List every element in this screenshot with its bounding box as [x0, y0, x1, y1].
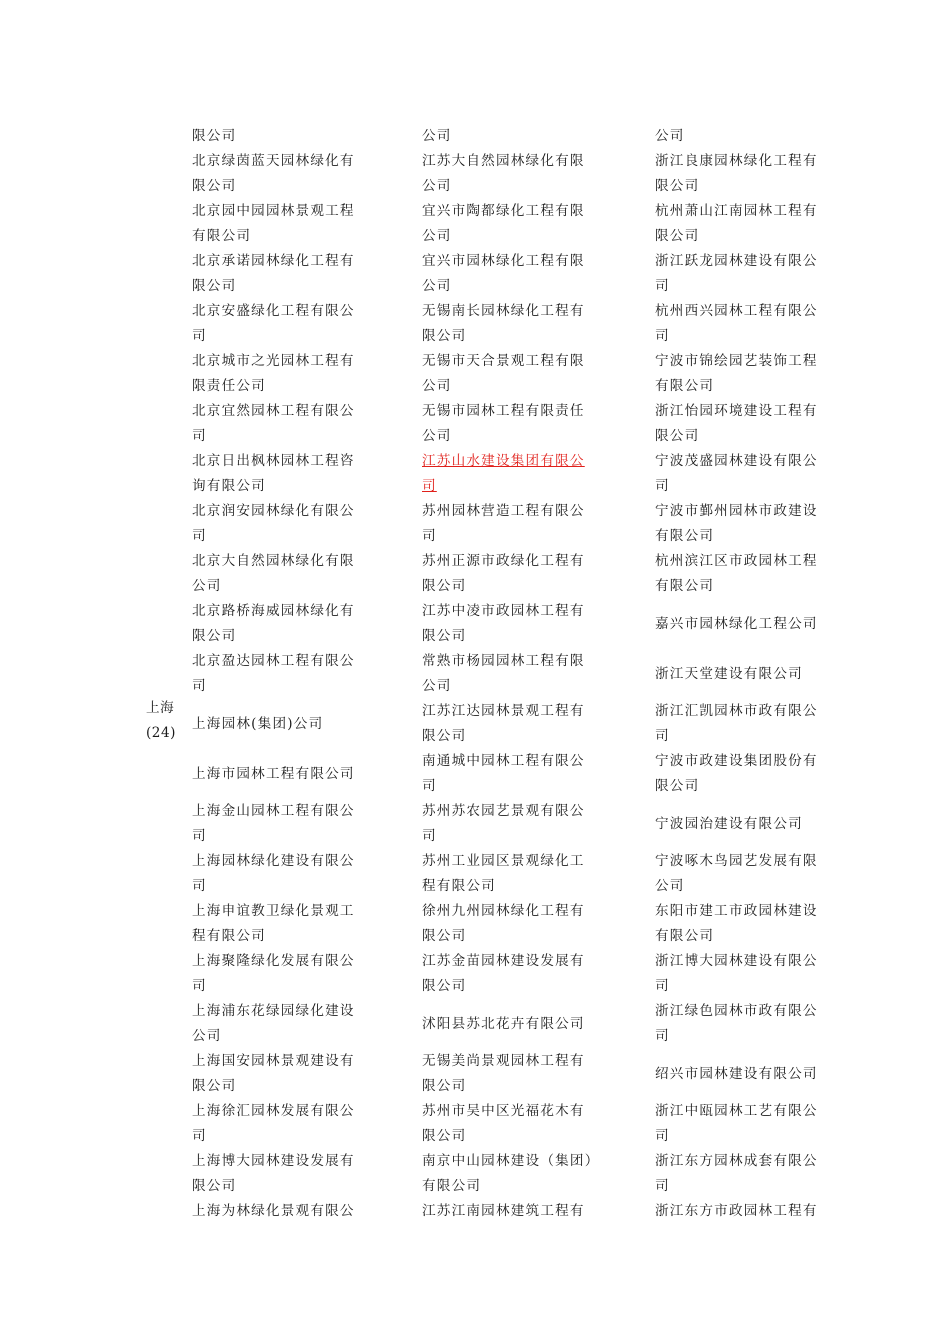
company-cell: 江苏江达园林景观工程有 限公司 [422, 703, 585, 744]
company-cell: 北京日出枫林园林工程咨 询有限公司 [192, 453, 355, 494]
company-cell: 上海园林绿化建设有限公 司 [192, 853, 355, 894]
company-link[interactable]: 江苏山水建设集团有限公 司 [422, 453, 585, 494]
company-cell: 北京润安园林绿化有限公 司 [192, 503, 355, 544]
company-cell: 北京盈达园林工程有限公 司 [192, 653, 355, 694]
company-cell: 无锡市园林工程有限责任 公司 [422, 403, 585, 444]
company-cell: 浙江东方园林成套有限公 司 [655, 1153, 818, 1194]
company-cell: 上海金山园林工程有限公 司 [192, 803, 355, 844]
company-cell: 上海聚隆绿化发展有限公 司 [192, 953, 355, 994]
company-cell: 北京城市之光园林工程有 限责任公司 [192, 353, 355, 394]
company-cell: 上海国安园林景观建设有 限公司 [192, 1053, 355, 1094]
company-cell: 东阳市建工市政园林建设 有限公司 [655, 903, 818, 944]
company-cell: 杭州萧山江南园林工程有 限公司 [655, 203, 818, 244]
company-cell: 上海市园林工程有限公司 [192, 765, 355, 782]
company-column-3 [655, 124, 825, 1224]
company-cell: 上海园林(集团)公司 [192, 715, 324, 732]
company-cell: 无锡南长园林绿化工程有 限公司 [422, 303, 585, 344]
company-cell: 苏州苏农园艺景观有限公 司 [422, 803, 585, 844]
company-cell: 浙江天堂建设有限公司 [655, 665, 803, 682]
company-cell: 浙江东方市政园林工程有 [655, 1203, 818, 1219]
company-cell: 无锡市天合景观工程有限 公司 [422, 353, 585, 394]
company-cell: 江苏江南园林建筑工程有 [422, 1203, 585, 1219]
company-cell: 苏州正源市政绿化工程有 限公司 [422, 553, 585, 594]
company-cell: 沭阳县苏北花卉有限公司 [422, 1015, 585, 1032]
company-cell: 公司 [655, 128, 685, 144]
company-cell: 宁波啄木鸟园艺发展有限 公司 [655, 853, 818, 894]
company-cell: 苏州园林营造工程有限公 司 [422, 503, 585, 544]
company-cell: 上海博大园林建设发展有 限公司 [192, 1153, 355, 1194]
company-cell: 杭州滨江区市政园林工程 有限公司 [655, 553, 818, 594]
company-cell: 浙江怡园环境建设工程有 限公司 [655, 403, 818, 444]
company-cell: 南通城中园林工程有限公 司 [422, 753, 585, 794]
company-cell: 杭州西兴园林工程有限公 司 [655, 303, 818, 344]
company-cell: 限公司 [192, 128, 237, 144]
company-cell: 绍兴市园林建设有限公司 [655, 1065, 818, 1082]
company-cell: 南京中山园林建设（集团） 有限公司 [422, 1153, 600, 1194]
company-cell: 苏州工业园区景观绿化工 程有限公司 [422, 853, 585, 894]
company-column-1 [192, 124, 372, 1224]
company-cell: 宜兴市园林绿化工程有限 公司 [422, 253, 585, 294]
company-cell: 北京园中园园林景观工程 有限公司 [192, 203, 355, 244]
company-cell: 浙江绿色园林市政有限公 司 [655, 1003, 818, 1044]
company-cell: 北京承诺园林绿化工程有 限公司 [192, 253, 355, 294]
company-cell: 公司 [422, 128, 452, 144]
company-cell: 北京大自然园林绿化有限 公司 [192, 553, 355, 594]
company-cell: 浙江跃龙园林建设有限公 司 [655, 253, 818, 294]
region-label: 上海 (24) [146, 700, 176, 741]
company-cell: 江苏大自然园林绿化有限 公司 [422, 153, 585, 194]
company-cell: 上海为林绿化景观有限公 [192, 1203, 355, 1219]
company-cell: 宁波市政建设集团股份有 限公司 [655, 753, 818, 794]
company-cell: 宁波市鄞州园林市政建设 有限公司 [655, 503, 818, 544]
company-cell: 浙江中瓯园林工艺有限公 司 [655, 1103, 818, 1144]
company-cell: 北京宜然园林工程有限公 司 [192, 403, 355, 444]
company-cell: 无锡美尚景观园林工程有 限公司 [422, 1053, 585, 1094]
company-cell: 上海申谊教卫绿化景观工 程有限公司 [192, 903, 355, 944]
company-cell: 上海徐汇园林发展有限公 司 [192, 1103, 355, 1144]
company-cell: 浙江博大园林建设有限公 司 [655, 953, 818, 994]
company-cell: 江苏中凌市政园林工程有 限公司 [422, 603, 585, 644]
company-cell: 苏州市吴中区光福花木有 限公司 [422, 1103, 585, 1144]
company-cell: 宁波茂盛园林建设有限公 司 [655, 453, 818, 494]
company-cell: 嘉兴市园林绿化工程公司 [655, 615, 818, 632]
company-column-2 [422, 124, 602, 1224]
company-cell: 北京安盛绿化工程有限公 司 [192, 303, 355, 344]
company-cell: 上海浦东花绿园绿化建设 公司 [192, 1003, 355, 1044]
company-cell: 宁波园治建设有限公司 [655, 815, 803, 832]
company-cell: 宜兴市陶都绿化工程有限 公司 [422, 203, 585, 244]
company-cell: 徐州九州园林绿化工程有 限公司 [422, 903, 585, 944]
company-cell: 常熟市杨园园林工程有限 公司 [422, 653, 585, 694]
company-cell: 浙江良康园林绿化工程有 限公司 [655, 153, 818, 194]
company-cell: 北京绿茵蓝天园林绿化有 限公司 [192, 153, 355, 194]
company-cell: 宁波市锦绘园艺装饰工程 有限公司 [655, 353, 818, 394]
company-cell: 北京路桥海威园林绿化有 限公司 [192, 603, 355, 644]
company-cell: 浙江汇凯园林市政有限公 司 [655, 703, 818, 744]
company-cell: 江苏金苗园林建设发展有 限公司 [422, 953, 585, 994]
